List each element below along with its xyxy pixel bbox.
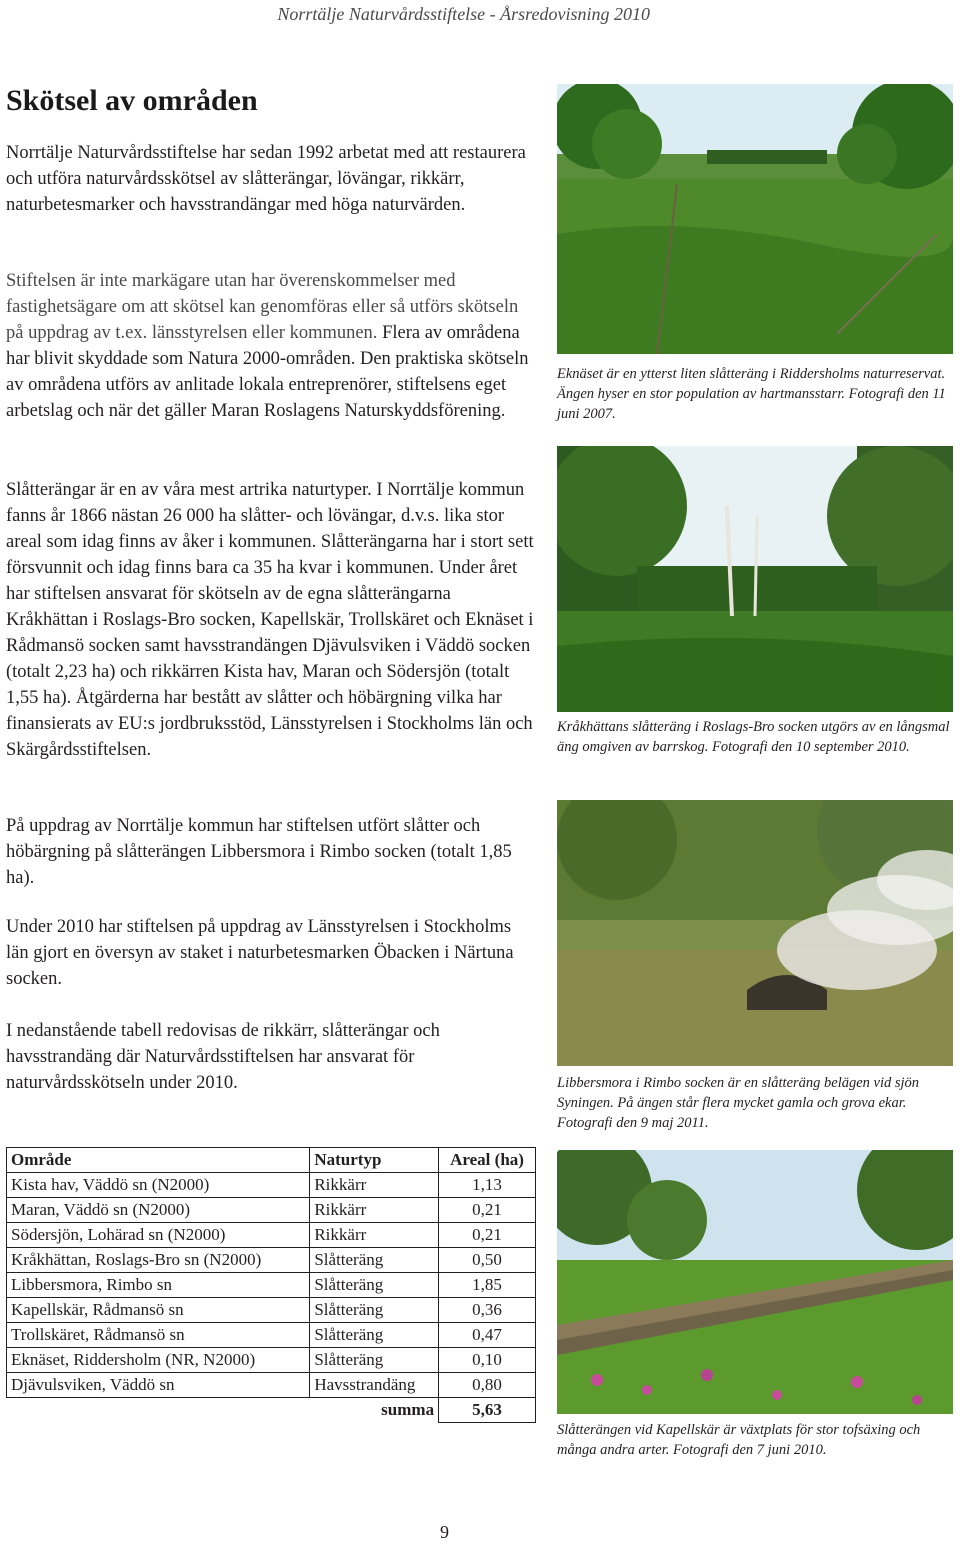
paragraph-meadows: Slåtterängar är en av våra mest artrika naturtyper. I Norrtälje kommun fanns år 1866 nästan 26 000 ha slåtter- och lövängar, d.v.s. lika stor areal som idag finns av åker i kommunen. Slåtterängarna har i stort sett försvunnit och idag finns bara ca 35 ha kvar i kommunen. Under året har stiftelsen ansvarat för skötseln av de egna slåtterängarna Kråkhättan i Roslags-Bro socken, Kapellskär, Trollskäret och Eknäset i Rådmansö socken samt havsstrandängen Djävulsviken i Väddö socken (totalt 2,23 ha) och rikkärren Kista hav, Maran och Södersjön (totalt 1,55 ha). Åtgärderna har bestått av slåtter och höbärgning vilka har finansierats av EU:s jordbruksstöd, Länsstyrelsen i Stockholms län och Skärgårdsstiftelsen.	[6, 480, 534, 760]
cell-size: 0,80	[439, 1373, 536, 1398]
cell-size: 0,47	[439, 1323, 536, 1348]
paragraph-agreements-muted: Stiftelsen är inte markägare utan har överenskommelser med fastighetsägare om att skötsel kan genomföras eller så utförs skötseln på uppdrag av t.ex. länsstyrelsen eller kommunen.	[6, 271, 519, 343]
photo-caption-krakhattan: Kråkhättans slåtteräng i Roslags-Bro socken utgörs av en långsmal äng omgiven av barrskog. Fotografi den 10 september 2010.	[557, 719, 950, 755]
cell-area: Kapellskär, Rådmansö sn	[7, 1298, 310, 1323]
paragraph-libbersmora: På uppdrag av Norrtälje kommun har stiftelsen utfört slåtter och höbärgning på slåtterängen Libbersmora i Rimbo socken (totalt 1,85 ha).	[6, 816, 512, 888]
table-row	[7, 1323, 536, 1348]
cell-type: Slåtteräng	[310, 1248, 439, 1273]
column-header-area: Område	[7, 1148, 310, 1173]
meadow-kapellskar-photo	[557, 1150, 953, 1414]
page-title: Skötsel av områden	[6, 84, 258, 117]
cell-area: Kråkhättan, Roslags-Bro sn (N2000)	[7, 1248, 310, 1273]
cell-size: 0,50	[439, 1248, 536, 1273]
cell-area: Kista hav, Väddö sn (N2000)	[7, 1173, 310, 1198]
table-row	[7, 1173, 536, 1198]
cell-size: 1,13	[439, 1173, 536, 1198]
areas-table	[6, 1147, 536, 1423]
table-row	[7, 1223, 536, 1248]
cell-type: Havsstrandäng	[310, 1373, 439, 1398]
cell-size: 0,21	[439, 1198, 536, 1223]
cell-size: 0,21	[439, 1223, 536, 1248]
sum-label: summa	[381, 1400, 435, 1420]
cell-size: 0,36	[439, 1298, 536, 1323]
meadow-libbersmora-photo	[557, 800, 953, 1066]
cell-size: 0,10	[439, 1348, 536, 1373]
cell-area: Eknäset, Riddersholm (NR, N2000)	[7, 1348, 310, 1373]
meadow-eknaset-photo	[557, 84, 953, 354]
cell-area: Södersjön, Lohärad sn (N2000)	[7, 1223, 310, 1248]
photo-caption-kapellskar: Slåtterängen vid Kapellskär är växtplats för stor tofsäxing och många andra arter. Fotografi den 7 juni 2010.	[557, 1422, 921, 1458]
cell-area: Trollskäret, Rådmansö sn	[7, 1323, 310, 1348]
table-row	[7, 1198, 536, 1223]
sum-spacer	[7, 1398, 310, 1423]
paragraph-intro: Norrtälje Naturvårdsstiftelse har sedan 1992 arbetat med att restaurera och utföra naturvårdsskötsel av slåtterängar, lövängar, rikkärr, naturbetesmarker och havsstrandängar med höga naturvärden.	[6, 143, 526, 215]
table-sum-row	[7, 1398, 536, 1423]
cell-size: 1,85	[439, 1273, 536, 1298]
column-header-size: Areal (ha)	[439, 1148, 536, 1173]
paragraph-obacken: Under 2010 har stiftelsen på uppdrag av Länsstyrelsen i Stockholms län gjort en översyn av staket i naturbetesmarken Öbacken i Närtuna socken.	[6, 917, 514, 989]
running-header: Norrtälje Naturvårdsstiftelse - Årsredovisning 2010	[277, 4, 650, 24]
cell-type: Slåtteräng	[310, 1298, 439, 1323]
sum-value: 5,63	[439, 1398, 536, 1423]
column-header-type: Naturtyp	[310, 1148, 439, 1173]
cell-type: Rikkärr	[310, 1173, 439, 1198]
photo-caption-eknaset: Eknäset är en ytterst liten slåtteräng i Riddersholms naturreservat. Ängen hyser en stor population av hartmansstarr. Fotografi den 11 juni 2007.	[557, 366, 946, 422]
cell-type: Rikkärr	[310, 1223, 439, 1248]
table-header-row	[7, 1148, 536, 1173]
paragraph-agreements-rest: Flera av områdena har blivit skyddade som Natura 2000-områden. Den praktiska skötseln av områdena utförs av anlitade lokala entreprenörer, stiftelsens eget arbetslag och när det gäller Maran Roslagens Naturskyddsförening.	[6, 323, 529, 421]
cell-area: Djävulsviken, Väddö sn	[7, 1373, 310, 1398]
table-row	[7, 1298, 536, 1323]
table-row	[7, 1248, 536, 1273]
meadow-krakhattan-photo	[557, 446, 953, 712]
page-number: 9	[440, 1522, 449, 1542]
table-row	[7, 1373, 536, 1398]
cell-area: Libbersmora, Rimbo sn	[7, 1273, 310, 1298]
photo-caption-libbersmora: Libbersmora i Rimbo socken är en slåtteräng belägen vid sjön Syningen. På ängen står flera mycket gamla och grova ekar. Fotografi den 9 maj 2011.	[557, 1075, 920, 1131]
cell-type: Slåtteräng	[310, 1323, 439, 1348]
cell-area: Maran, Väddö sn (N2000)	[7, 1198, 310, 1223]
table-row	[7, 1348, 536, 1373]
cell-type: Slåtteräng	[310, 1348, 439, 1373]
paragraph-table-intro: I nedanstående tabell redovisas de rikkärr, slåtterängar och havsstrandäng där Naturvårdsstiftelsen har ansvarat för naturvårdsskötseln under 2010.	[6, 1021, 440, 1093]
cell-type: Slåtteräng	[310, 1273, 439, 1298]
paragraph-agreements	[6, 268, 534, 424]
cell-type: Rikkärr	[310, 1198, 439, 1223]
table-row	[7, 1273, 536, 1298]
